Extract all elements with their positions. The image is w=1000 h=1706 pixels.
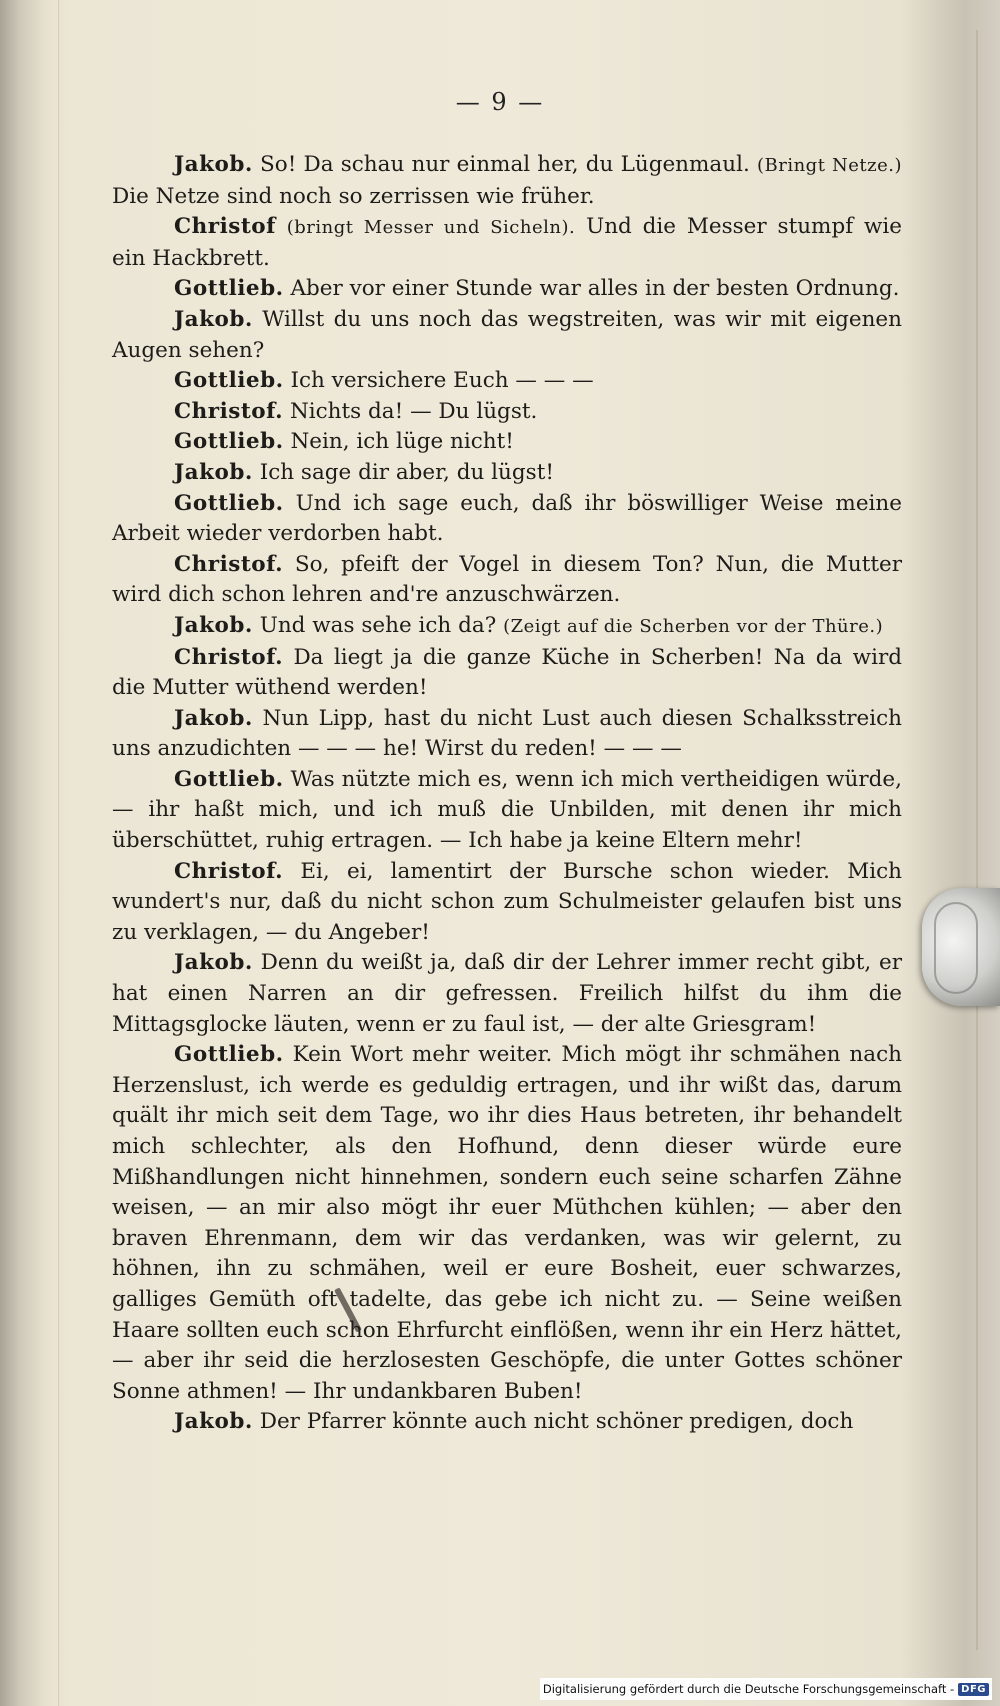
- speaker-name: Gottlieb.: [174, 429, 284, 455]
- speaker-name: Christof.: [174, 644, 284, 670]
- dialogue-paragraph: [112, 427, 902, 458]
- speaker-name: Jakob.: [174, 459, 253, 485]
- page-number: — 9 —: [455, 88, 545, 116]
- dialogue-text: Und die Messer stumpf wie ein Hackbrett.: [112, 214, 903, 271]
- footer-credit: [540, 1678, 992, 1700]
- speaker-name: Jakob.: [174, 306, 253, 332]
- dialogue-text: Ei, ei, lamentirt der Bursche schon wieder. Mich wundert's nur, daß du nicht schon zum Schulmeister gelaufen bist uns zu verklagen, — du Angeber!: [112, 858, 902, 945]
- dialogue-text: Der Pfarrer könnte auch nicht schöner predigen, doch: [259, 1409, 854, 1435]
- dialogue-paragraph: [112, 458, 902, 489]
- speaker-name: Christof.: [174, 551, 284, 577]
- speaker-name: Gottlieb.: [174, 1042, 284, 1068]
- dialogue-paragraph: [112, 366, 902, 397]
- dialogue-text: So, pfeift der Vogel in diesem Ton? Nun, die Mutter wird dich schon lehren and're anzuschwärzen.: [112, 551, 902, 608]
- dfg-logo-icon: DFG: [958, 1683, 989, 1696]
- dialogue-paragraph: [112, 489, 902, 550]
- stage-direction: (bringt Messer und Sicheln).: [286, 217, 576, 239]
- dialogue-text: Aber vor einer Stunde war alles in der besten Ordnung.: [290, 276, 900, 302]
- speaker-name: Jakob.: [174, 152, 253, 177]
- dialogue-text: Kein Wort mehr weiter. Mich mögt ihr schmähen nach Herzenslust, ich werde es geduldig ertragen, und ihr wißt das, darum quält ihr mich seit dem Tage, wo ihr dies Haus betreten, ihr behandelt mich schlechter, als den Hofhund, denn dieser würde eure Mißhandlungen nicht hinnehmen, sondern euch seine scharfen Zähne weisen, — an mir also mögt ihr euer Müthchen kühlen; — aber den braven Ehrenmann, dem wir das verdanken, was wir gelernt, zu höhnen, ihn zu schmähen, weil er eure Bosheit, euer schwarzes, galliges Gemüth oft tadelte, das gebe ich nicht zu. — Seine weißen Haare sollten euch schon Ehrfurcht einflößen, wenn ihr ein Herz hättet, — aber ihr seid die herzlosesten Geschöpfe, die unter Gottes schöner Sonne athmen! — Ihr undankbaren Buben!: [112, 1042, 902, 1404]
- book-spine: [0, 0, 59, 1706]
- speaker-name: Jakob.: [174, 612, 253, 638]
- dialogue-paragraph: [112, 1040, 902, 1407]
- dialogue-paragraph: [112, 550, 902, 611]
- dialogue-text: Nein, ich lüge nicht!: [290, 429, 514, 455]
- speaker-name: Jakob.: [174, 705, 253, 731]
- dialogue-text: So! Da schau nur einmal her, du Lügenmaul.: [260, 152, 750, 177]
- speaker-name: Gottlieb.: [174, 368, 284, 394]
- dialogue-text: Willst du uns noch das wegstreiten, was wir mit eigenen Augen sehen?: [112, 306, 902, 363]
- dialogue-paragraph: [112, 1407, 902, 1438]
- speaker-name: Christof.: [174, 858, 284, 884]
- page-edge: [976, 30, 978, 1650]
- speaker-name: Christof: [174, 214, 276, 240]
- dialogue-text: Nichts da! — Du lügst.: [289, 398, 538, 424]
- dialogue-paragraph: [112, 765, 902, 857]
- stage-direction: (Bringt Netze.): [756, 155, 902, 176]
- page-text: [112, 150, 902, 1438]
- dialogue-text-continued: Die Netze sind noch so zerrissen wie früher.: [112, 183, 595, 209]
- dialogue-paragraph: [112, 305, 902, 366]
- stage-direction: (Zeigt auf die Scherben vor der Thüre.): [503, 615, 884, 637]
- dialogue-paragraph: [112, 397, 902, 428]
- dialogue-paragraph: [112, 948, 902, 1040]
- dialogue-paragraph: [112, 643, 902, 704]
- speaker-name: Gottlieb.: [174, 276, 284, 302]
- dialogue-paragraph: [112, 857, 902, 949]
- dialogue-paragraph: [112, 704, 902, 765]
- dialogue-text: Da liegt ja die ganze Küche in Scherben! Na da wird die Mutter wüthend werden!: [112, 644, 902, 701]
- speaker-name: Jakob.: [174, 1409, 253, 1435]
- dialogue-text: Ich sage dir aber, du lügst!: [259, 459, 554, 485]
- dialogue-paragraph: [112, 274, 902, 305]
- footer-text: Digitalisierung gefördert durch die Deutsche Forschungsgemeinschaft -: [542, 1682, 955, 1696]
- dialogue-text: Nun Lipp, hast du nicht Lust auch diesen Schalksstreich uns anzudichten — — — he! Wirst du reden! — — —: [112, 705, 902, 762]
- dialogue-text: Was nützte mich es, wenn ich mich vertheidigen würde, — ihr haßt mich, und ich muß die Unbilden, mit denen ihr mich überschüttet, ruhig ertragen. — Ich habe ja keine Eltern mehr!: [112, 766, 902, 854]
- speaker-name: Gottlieb.: [174, 766, 284, 792]
- speaker-name: Christof.: [174, 398, 284, 424]
- dialogue-paragraph: [112, 611, 902, 643]
- dialogue-paragraph: [112, 150, 902, 212]
- speaker-name: Jakob.: [174, 950, 253, 976]
- dialogue-text: Denn du weißt ja, daß dir der Lehrer immer recht gibt, er hat einen Narren an dir gefressen. Freilich hilfst du ihm die Mittagsglocke läuten, wenn er zu faul ist, — der alte Griesgram!: [112, 950, 902, 1037]
- speaker-name: Gottlieb.: [174, 490, 284, 516]
- dialogue-text: Und ich sage euch, daß ihr böswilliger Weise meine Arbeit wieder verdorben habt.: [112, 490, 902, 547]
- dialogue-text: Ich versichere Euch — — —: [290, 368, 594, 394]
- dialogue-paragraph: [112, 212, 902, 274]
- page-tab-marker: [922, 888, 1000, 1006]
- dialogue-text: Und was sehe ich da?: [259, 612, 497, 638]
